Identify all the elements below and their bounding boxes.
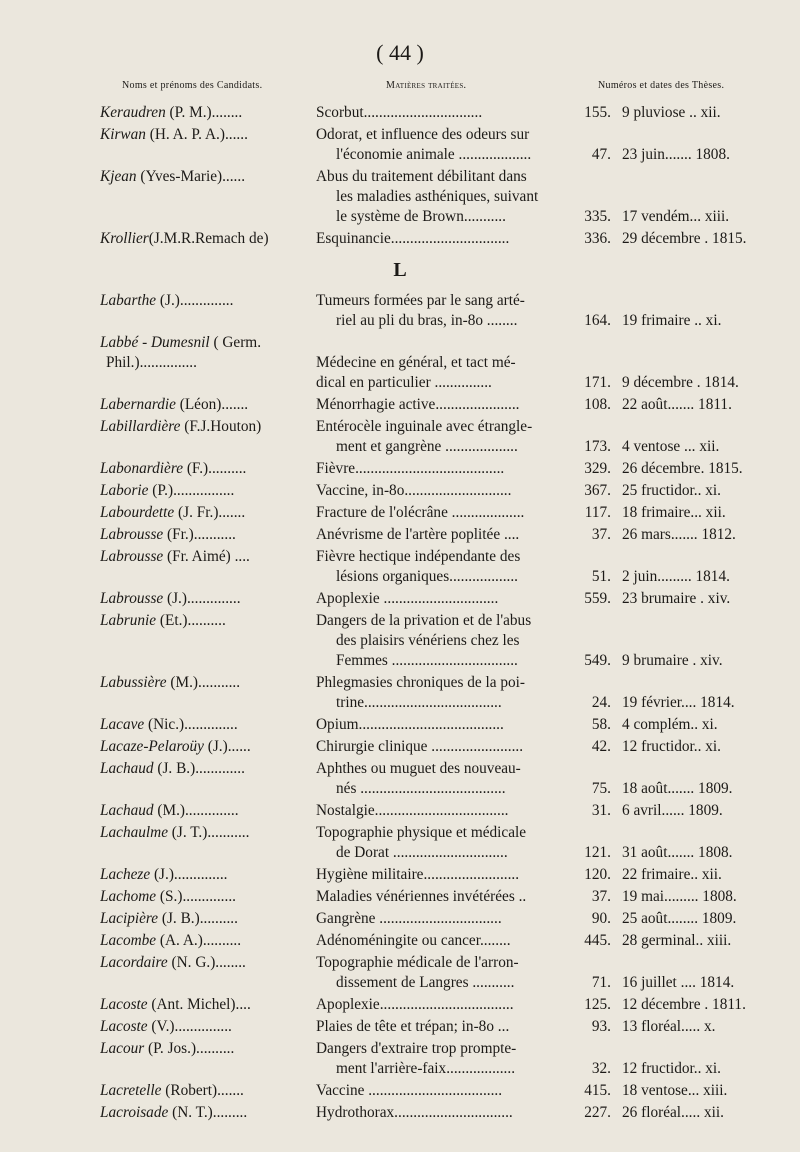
given-names: (P.)................ [148,482,235,499]
thesis-subject [316,125,578,165]
subject-line: Phlegmasies chroniques de la poi- [316,674,526,691]
list-item [0,715,800,737]
thesis-number: 445. [584,932,611,949]
given-names: (N. T.)......... [168,1104,248,1121]
subject-line: Chirurgie clinique ........................ [316,738,524,755]
given-names: (Robert)....... [161,1082,244,1099]
thesis-subject [316,503,578,523]
given-names: (S.).............. [156,888,236,905]
thesis-number: 415. [584,1082,611,1099]
surname: Lacipière [100,910,159,927]
given-names: (N. G.)........ [167,954,246,971]
subject-line: riel au pli du bras, in-8o ........ [336,312,518,329]
candidate-name [100,525,312,545]
given-names: (A. A.).......... [156,932,242,949]
candidate-name [100,887,312,907]
candidate-name [100,503,312,523]
list-item [0,1017,800,1039]
thesis-date: 16 juillet .... 1814. [622,974,735,991]
list-item [0,291,800,333]
thesis-number: 37. [591,526,611,543]
list-item [0,333,800,395]
thesis-date: 22 frimaire.. xii. [622,866,722,883]
candidate-name [100,125,312,145]
thesis-date: 28 germinal.. xiii. [622,932,732,949]
thesis-date: 9 pluviose .. xii. [622,104,721,121]
list-item [0,931,800,953]
subject-line: Abus du traitement débilitant dans [316,168,527,185]
list-item [0,589,800,611]
thesis-number: 58. [591,716,611,733]
candidate-name [100,1081,312,1101]
thesis-number: 24. [591,694,611,711]
subject-line: Scorbut............................... [316,104,483,121]
subject-line: Tumeurs formées par le sang arté- [316,292,525,309]
subject-line: Nostalgie................................... [316,802,509,819]
thesis-subject [316,333,578,393]
subject-line: Fièvre hectique indépendante des [316,548,521,565]
column-header-names: Noms et prénoms des Candidats. [122,80,263,91]
candidate-name [100,459,312,479]
thesis-date: 23 brumaire . xiv. [622,590,731,607]
thesis-number: 93. [591,1018,611,1035]
thesis-subject [316,611,578,671]
list-item [0,229,800,251]
list-item [0,1081,800,1103]
subject-line: Gangrène ................................ [316,910,502,927]
surname: Lacour [100,1040,145,1057]
candidate-name [100,801,312,821]
thesis-date: 12 fructidor.. xi. [622,738,721,755]
thesis-date: 9 brumaire . xiv. [622,652,723,669]
thesis-subject [316,931,578,951]
candidate-name [100,823,312,843]
thesis-date: 18 frimaire... xii. [622,504,726,521]
surname: Lacaze-Pelaroüy [100,738,204,755]
surname: Laborie [100,482,149,499]
list-item [0,611,800,673]
thesis-number: 121. [584,844,611,861]
thesis-number: 75. [591,780,611,797]
list-item [0,103,800,125]
subject-line: Hygiène militaire......................... [316,866,520,883]
candidate-name [100,909,312,929]
subject-line: Topographie médicale de l'arron- [316,954,519,971]
subject-line: ment et gangrène ................... [336,438,518,455]
given-names: (H. A. P. A.)...... [145,126,248,143]
surname: Lachaud [100,760,154,777]
list-item [0,801,800,823]
thesis-number: 117. [584,504,611,521]
thesis-subject [316,995,578,1015]
subject-line: Ménorrhagie active...................... [316,396,520,413]
thesis-number: 164. [584,312,611,329]
given-names: (M.)........... [166,674,241,691]
list-item [0,395,800,417]
page-number: ( 44 ) [376,40,424,65]
given-names: (Fr. Aimé) .... [163,548,250,565]
thesis-subject [316,715,578,735]
thesis-date: 4 complém.. xi. [622,716,718,733]
subject-line: Vaccine ................................... [316,1082,503,1099]
candidate-name [100,737,312,757]
thesis-number: 32. [591,1060,611,1077]
thesis-subject [316,547,578,587]
subject-line: Hydrothorax............................... [316,1104,513,1121]
surname: Lachaulme [100,824,168,841]
thesis-date: 18 ventose... xiii. [622,1082,728,1099]
subject-line: lésions organiques.................. [336,568,518,585]
subject-line: dissement de Langres ........... [336,974,515,991]
subject-line: ment l'arrière-faix.................. [336,1060,516,1077]
thesis-number: 559. [584,590,611,607]
surname: Labonardière [100,460,183,477]
list-item [0,167,800,229]
candidate-name [100,1017,312,1037]
thesis-subject [316,759,578,799]
candidate-name [100,953,312,973]
subject-line: Dangers de la privation et de l'abus [316,612,532,629]
candidate-name [100,167,312,187]
thesis-date: 26 mars....... 1812. [622,526,736,543]
surname: Kjean [100,168,137,185]
thesis-subject [316,417,578,457]
given-names: (Et.).......... [156,612,226,629]
given-names: (J.M.R.Remach de) [148,230,269,247]
thesis-subject [316,459,578,479]
thesis-date: 19 février.... 1814. [622,694,735,711]
thesis-date: 9 décembre . 1814. [622,374,739,391]
surname: Lacordaire [100,954,168,971]
given-names: (M.).............. [153,802,239,819]
given-names: (J.).............. [150,866,228,883]
subject-line: Apoplexie................................... [316,996,514,1013]
thesis-subject [316,1039,578,1079]
section-heading [0,251,800,291]
entries-l [0,291,800,1125]
surname: Krollier [100,230,149,247]
subject-line: Maladies vénériennes invétérées .. [316,888,527,905]
thesis-number: 336. [584,230,611,247]
surname: Lacheze [100,866,151,883]
candidate-name [100,715,312,735]
list-item [0,995,800,1017]
list-item [0,865,800,887]
column-header-numbers: Numéros et dates des Thèses. [598,80,725,91]
thesis-number: 329. [584,460,611,477]
thesis-subject [316,167,578,227]
given-names: (P. Jos.).......... [144,1040,235,1057]
thesis-number: 71. [591,974,611,991]
subject-line [316,333,578,353]
subject-line: des plaisirs vénériens chez les [336,632,520,649]
subject-line: l'économie animale ................... [336,146,532,163]
thesis-subject [316,953,578,993]
surname: Lachome [100,888,157,905]
thesis-date: 13 floréal..... x. [622,1018,716,1035]
subject-line: Plaies de tête et trépan; in-8o ... [316,1018,510,1035]
candidate-name [100,931,312,951]
candidate-name [100,291,312,311]
candidate-name [100,1039,312,1059]
list-item [0,953,800,995]
candidate-name [100,589,312,609]
thesis-number: 120. [584,866,611,883]
given-names: (J. T.)........... [167,824,250,841]
list-item [0,1039,800,1081]
thesis-subject [316,909,578,929]
subject-line: trine.................................... [336,694,502,711]
surname: Lacroisade [100,1104,169,1121]
thesis-subject [316,481,578,501]
list-item [0,1103,800,1125]
thesis-subject [316,395,578,415]
thesis-subject [316,673,578,713]
thesis-subject [316,103,578,123]
given-names: (J. B.)............. [153,760,245,777]
thesis-subject [316,525,578,545]
subject-line: Dangers d'extraire trop prompte- [316,1040,517,1057]
subject-line: Aphthes ou muguet des nouveau- [316,760,521,777]
surname: Labrousse [100,526,164,543]
candidate-name [100,417,312,437]
surname: Kirwan [100,126,146,143]
list-item [0,909,800,931]
given-names: (F.).......... [183,460,247,477]
subject-line: les maladies asthéniques, suivant [336,188,539,205]
thesis-number: 549. [584,652,611,669]
thesis-number: 155. [584,104,611,121]
entries-k [0,103,800,251]
thesis-number: 173. [584,438,611,455]
list-item [0,459,800,481]
list-item [0,737,800,759]
surname: Keraudren [100,104,166,121]
given-names: (F.J.Houton) [180,418,262,435]
candidate-name [100,611,312,631]
subject-line: nés ...................................... [336,780,506,797]
thesis-number: 227. [584,1104,611,1121]
list-item [0,887,800,909]
given-names: (P. M.)........ [165,104,243,121]
thesis-subject [316,291,578,331]
subject-line: Fracture de l'olécrâne ................... [316,504,525,521]
given-names: (V.)............... [147,1018,232,1035]
candidate-name [100,673,312,693]
subject-line: Topographie physique et médicale [316,824,527,841]
thesis-number: 37. [591,888,611,905]
thesis-list [0,103,800,1125]
given-names: (Nic.).............. [144,716,238,733]
surname: Labillardière [100,418,181,435]
subject-line: Adénoméningite ou cancer........ [316,932,511,949]
given-names: (Yves-Marie)...... [136,168,246,185]
given-names: (Léon)....... [175,396,249,413]
given-names-continued: Phil.)............... [106,354,197,371]
given-names: (J. Fr.)....... [174,504,246,521]
surname: Labrousse [100,548,164,565]
thesis-date: 18 août....... 1809. [622,780,733,797]
subject-line: Vaccine, in-8o............................ [316,482,512,499]
thesis-subject [316,1081,578,1101]
thesis-date: 25 fructidor.. xi. [622,482,721,499]
thesis-subject [316,589,578,609]
list-item [0,673,800,715]
subject-line: Apoplexie .............................. [316,590,499,607]
subject-line: Entérocèle inguinale avec étrangle- [316,418,533,435]
given-names: (J. B.).......... [158,910,238,927]
thesis-date: 23 juin....... 1808. [622,146,730,163]
given-names: (Fr.)........... [163,526,236,543]
thesis-number: 31. [591,802,611,819]
candidate-name [100,229,312,249]
thesis-date: 2 juin......... 1814. [622,568,730,585]
list-item [0,525,800,547]
thesis-subject [316,1017,578,1037]
candidate-name [100,481,312,501]
list-item [0,125,800,167]
list-item [0,417,800,459]
thesis-number: 42. [591,738,611,755]
thesis-date: 29 décembre . 1815. [622,230,747,247]
surname: Lacave [100,716,145,733]
thesis-date: 4 ventose ... xii. [622,438,720,455]
given-names: (J.).............. [156,292,234,309]
thesis-number: 335. [584,208,611,225]
thesis-date: 26 floréal..... xii. [622,1104,724,1121]
thesis-date: 6 avril...... 1809. [622,802,723,819]
subject-line: le système de Brown........... [336,208,506,225]
subject-line: Femmes ................................. [336,652,518,669]
list-item [0,503,800,525]
candidate-name [100,759,312,779]
thesis-number: 367. [584,482,611,499]
surname: Lacombe [100,932,157,949]
thesis-date: 12 décembre . 1811. [622,996,746,1013]
thesis-subject [316,737,578,757]
thesis-date: 25 août........ 1809. [622,910,737,927]
surname: Lacoste [100,996,148,1013]
surname: Labbé - Dumesnil [100,334,210,351]
thesis-date: 26 décembre. 1815. [622,460,743,477]
surname: Labourdette [100,504,175,521]
given-names: (Ant. Michel).... [147,996,251,1013]
thesis-date: 17 vendém... xiii. [622,208,730,225]
subject-line: de Dorat .............................. [336,844,508,861]
given-names: (J.)...... [203,738,251,755]
subject-line: Médecine en général, et tact mé- [316,354,516,371]
surname: Labernardie [100,396,176,413]
surname: Labrunie [100,612,157,629]
candidate-name [100,547,312,567]
thesis-subject [316,801,578,821]
thesis-date: 31 août....... 1808. [622,844,733,861]
subject-line: Anévrisme de l'artère poplitée .... [316,526,520,543]
subject-line: dical en particulier ............... [316,374,492,391]
subject-line: Opium...................................... [316,716,504,733]
thesis-number: 171. [584,374,611,391]
candidate-name [100,103,312,123]
thesis-number: 125. [584,996,611,1013]
surname: Labussière [100,674,167,691]
subject-line: Fièvre....................................... [316,460,505,477]
surname: Labarthe [100,292,157,309]
surname: Lacoste [100,1018,148,1035]
thesis-number: 47. [591,146,611,163]
thesis-number: 108. [584,396,611,413]
given-names: (J.).............. [163,590,241,607]
thesis-subject [316,823,578,863]
surname: Lacretelle [100,1082,162,1099]
surname: Lachaud [100,802,154,819]
column-header-subjects: Matières traitées. [386,80,467,91]
given-names: ( Germ. [209,334,262,351]
candidate-name [100,995,312,1015]
list-item [0,759,800,801]
list-item [0,823,800,865]
thesis-date: 22 août....... 1811. [622,396,732,413]
thesis-subject [316,1103,578,1123]
surname: Labrousse [100,590,164,607]
thesis-date: 19 mai......... 1808. [622,888,737,905]
thesis-subject [316,865,578,885]
list-item [0,547,800,589]
thesis-number: 90. [591,910,611,927]
candidate-name [100,395,312,415]
candidate-name [100,865,312,885]
thesis-number: 51. [591,568,611,585]
thesis-date: 19 frimaire .. xi. [622,312,722,329]
thesis-subject [316,229,578,249]
section-letter: L [393,259,407,281]
thesis-subject [316,887,578,907]
candidate-name [100,333,312,373]
thesis-date: 12 fructidor.. xi. [622,1060,721,1077]
list-item [0,481,800,503]
subject-line: Odorat, et influence des odeurs sur [316,126,530,143]
subject-line: Esquinancie............................... [316,230,510,247]
candidate-name [100,1103,312,1123]
